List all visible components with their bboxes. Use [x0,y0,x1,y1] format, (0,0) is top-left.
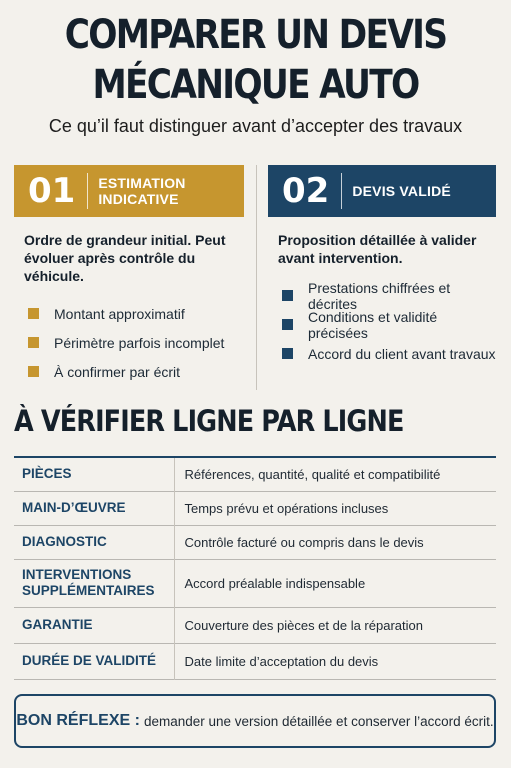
list-item [28,357,244,386]
checklist-value: Date limite d’acceptation du devis [184,653,379,669]
square-bullet-icon [282,348,293,359]
table-row [14,559,496,607]
list-item-text: Prestations chiffrées et décrites [308,279,451,312]
checklist-key: DURÉE DE VALIDITÉ [14,643,174,679]
checklist-value: Contrôle facturé ou compris dans le devis [184,534,424,550]
estimate-column [14,165,244,390]
checklist-key: GARANTIE [14,607,174,643]
checklist-value: Références, quantité, qualité et compatibilité [184,466,441,482]
list-item-text: À confirmer par écrit [54,363,181,380]
estimate-header [14,165,244,217]
list-item-text: Conditions et validité précisées [308,308,438,341]
square-bullet-icon [28,366,39,377]
list-item [28,299,244,328]
page-title [36,10,475,110]
estimate-description: Ordre de grandeur initial. Peut évoluer après contrôle du véhicule. [24,232,226,284]
square-bullet-icon [282,319,293,330]
quote-header [268,165,496,217]
list-item-text: Montant approximatif [54,305,185,322]
quote-label: DEVIS VALIDÉ [352,183,451,199]
checklist-table [14,456,496,680]
list-item [282,310,496,339]
tip-label: BON RÉFLEXE : [16,712,140,729]
title-line-1: COMPARER UN DEVIS [64,12,447,58]
checklist-key: INTERVENTIONS SUPPLÉMENTAIRES [14,559,174,607]
checklist-key: DIAGNOSTIC [14,525,174,559]
checklist-title: À VÉRIFIER LIGNE PAR LIGNE [14,404,404,438]
checklist-value: Accord préalable indispensable [184,575,366,591]
column-divider [256,165,257,390]
quote-description: Proposition détaillée à valider avant intervention. [278,232,477,266]
page-subtitle: Ce qu’il faut distinguer avant d’accepter des travaux [48,116,463,136]
table-row [14,525,496,559]
tip-box [14,694,496,748]
square-bullet-icon [28,308,39,319]
checklist-key: PIÈCES [14,457,174,491]
list-item-text: Accord du client avant travaux [308,345,496,362]
table-row [14,491,496,525]
square-bullet-icon [28,337,39,348]
table-row [14,457,496,491]
tip-text: demander une version détaillée et conserver l’accord écrit. [143,713,494,729]
list-item [282,281,496,310]
estimate-number: 01 [14,173,88,209]
list-item [282,339,496,368]
title-line-2: MÉCANIQUE AUTO [92,62,419,108]
table-row [14,643,496,679]
checklist-value: Temps prévu et opérations incluses [184,500,389,516]
list-item-text: Périmètre parfois incomplet [54,334,225,351]
list-item [28,328,244,357]
estimate-label: ESTIMATION INDICATIVE [98,175,186,207]
quote-list [268,281,496,368]
checklist-value: Couverture des pièces et de la réparation [184,617,423,633]
quote-column [268,165,496,390]
quote-number: 02 [268,173,342,209]
table-row [14,607,496,643]
square-bullet-icon [282,290,293,301]
estimate-list [14,299,244,386]
checklist-key: MAIN-D’ŒUVRE [14,491,174,525]
